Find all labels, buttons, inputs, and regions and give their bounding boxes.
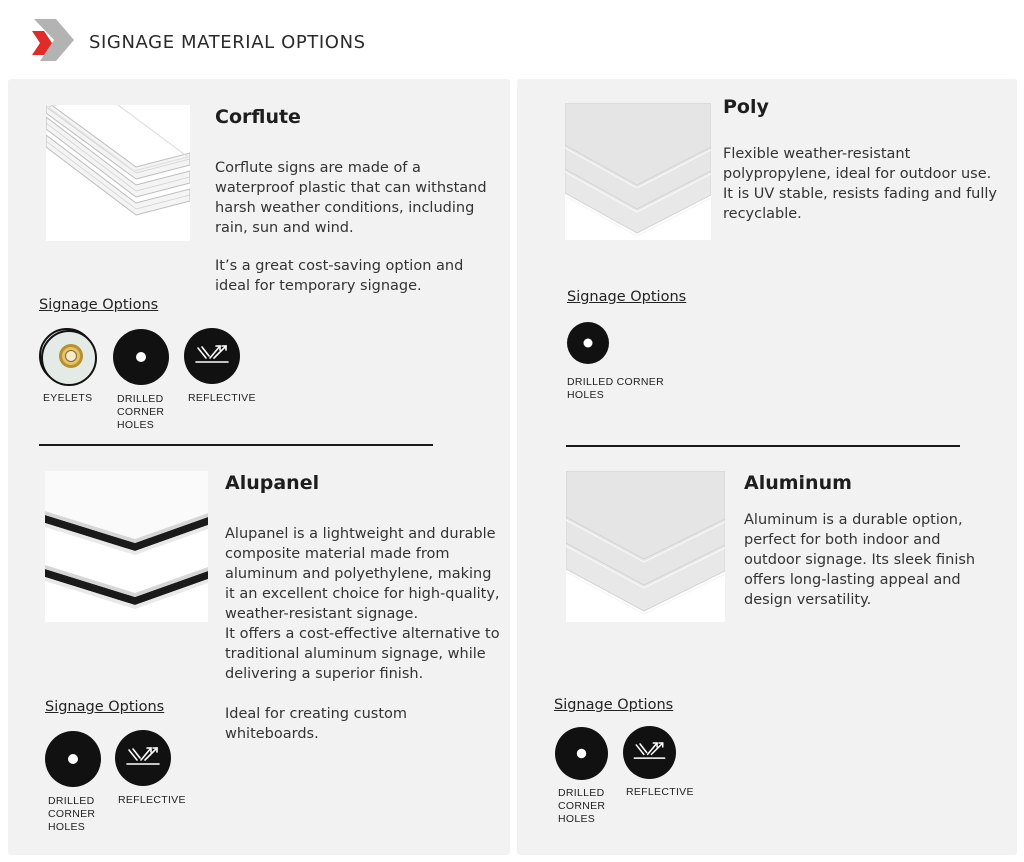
poly-paragraph-1: Flexible weather-resistant polypropylene, ideal for outdoor use. It is UV stable, resists fading and fully recyclable. [723, 146, 997, 222]
option-drilled-holes[interactable] [45, 731, 125, 834]
poly-options-heading: Signage Options [567, 289, 687, 305]
aluminum-image [566, 471, 725, 622]
option-drilled-holes-label: DRILLED CORNER HOLES [567, 376, 664, 401]
option-drilled-holes-label: DRILLED CORNER HOLES [117, 393, 165, 431]
poly-title: Poly [723, 96, 769, 118]
reflective-icon [115, 730, 171, 786]
alupanel-image [45, 471, 208, 622]
chevron-logo-icon [30, 17, 76, 63]
option-eyelets[interactable] [39, 328, 119, 405]
drilled-hole-icon [555, 727, 608, 780]
alupanel-paragraph-2: Ideal for creating custom whiteboards. [225, 706, 408, 742]
option-reflective-label: REFLECTIVE [188, 392, 256, 404]
option-drilled-holes-label: DRILLED CORNER HOLES [558, 787, 606, 825]
corflute-options-heading: Signage Options [39, 297, 159, 313]
corflute-image [46, 105, 190, 241]
reflective-icon [184, 328, 240, 384]
aluminum-options-heading: Signage Options [554, 697, 674, 713]
page-title: SIGNAGE MATERIAL OPTIONS [89, 32, 366, 53]
option-reflective[interactable] [623, 726, 703, 799]
corflute-title: Corflute [215, 106, 301, 128]
eyelet-icon [39, 328, 95, 384]
alupanel-description [225, 524, 500, 744]
left-divider [39, 444, 433, 446]
poly-image [565, 103, 711, 240]
option-reflective[interactable] [184, 328, 264, 405]
corflute-paragraph-1: Corflute signs are made of a waterproof plastic that can withstand harsh weather conditions, including rain, sun and wind. [215, 160, 487, 236]
corflute-paragraph-2: It’s a great cost-saving option and ideal for temporary signage. [215, 258, 464, 294]
drilled-hole-icon [113, 329, 169, 385]
option-reflective[interactable] [115, 730, 195, 807]
reflective-icon [623, 726, 676, 779]
aluminum-title: Aluminum [744, 472, 852, 494]
drilled-hole-icon [45, 731, 101, 787]
drilled-hole-icon [567, 322, 609, 364]
option-reflective-label: REFLECTIVE [626, 786, 694, 798]
option-drilled-holes[interactable] [567, 322, 707, 402]
alupanel-options-heading: Signage Options [45, 699, 165, 715]
page-header [0, 0, 1024, 80]
aluminum-paragraph-1: Aluminum is a durable option, perfect for both indoor and outdoor signage. Its sleek finish offers long-lasting appeal and design versatility. [744, 512, 976, 608]
aluminum-description [744, 510, 1004, 610]
corflute-description [215, 158, 495, 296]
option-reflective-label: REFLECTIVE [118, 794, 186, 806]
option-drilled-holes[interactable] [113, 329, 193, 432]
option-drilled-holes-label: DRILLED CORNER HOLES [48, 795, 96, 833]
alupanel-paragraph-1: Alupanel is a lightweight and durable composite material made from aluminum and polyethylene, making it an excellent choice for high-quality, weather-resistant signage. It offers a cost-effective alternative to traditional aluminum signage, while delivering a superior finish. [225, 526, 500, 682]
alupanel-title: Alupanel [225, 472, 320, 494]
poly-description [723, 144, 1008, 224]
option-eyelets-label: EYELETS [43, 392, 93, 404]
right-divider [566, 445, 960, 447]
